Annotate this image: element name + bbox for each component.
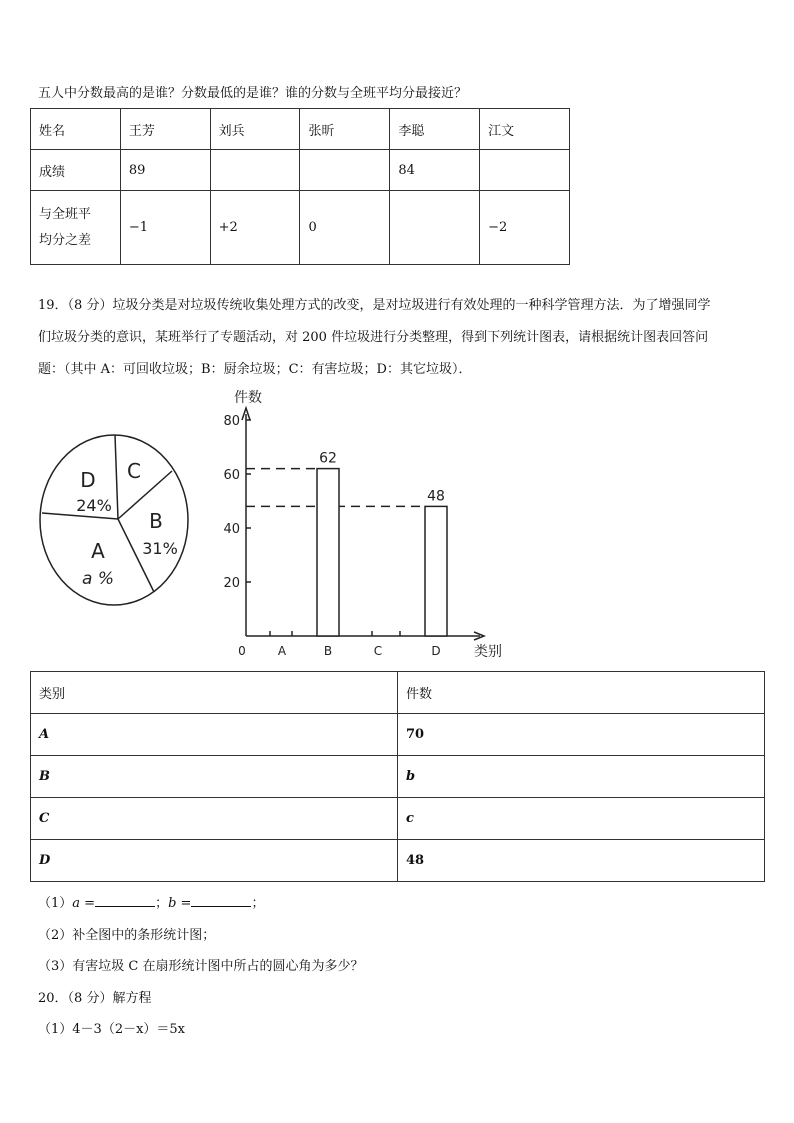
q20-title: 20．（8 分）解方程 [38,991,152,1006]
y-tick-label: 60 [223,468,240,483]
q19-line-3: 题：（其中 A：可回收垃圾；B：厨余垃圾；C：有害垃圾；D：其它垃圾）． [38,362,472,377]
cell-score-header: 成绩 [31,150,121,191]
sub-question-3: （3）有害垃圾 C 在扇形统计图中所占的圆心角为多少？ [38,959,364,974]
cell-diff: 0 [300,191,390,265]
q1-end: ； [251,896,265,911]
bar-chart [222,384,522,664]
q1-b-blank[interactable] [191,894,251,907]
cell-score [480,150,570,191]
category-label: A [277,644,287,658]
count-table [30,671,765,882]
cell-diff: −2 [480,191,570,265]
cell-score: 89 [120,150,210,191]
q1-a-blank[interactable] [95,894,155,907]
pie-label-b: B [149,509,163,533]
cell-score [210,150,300,191]
cell-name: 李聪 [390,109,480,150]
q1-sep: ； [155,896,169,911]
y-tick-label: 80 [223,414,240,429]
count-header-count: 件数 [398,672,765,714]
count-cell-value: b [398,756,765,798]
q1-b-label: b = [168,896,192,911]
pie-label-c: C [127,459,141,483]
sub-question-2: （2）补全图中的条形统计图； [38,928,216,943]
y-tick-label: 20 [223,576,240,591]
pie-value-a: a % [82,569,114,589]
q19-line-2: 们垃圾分类的意识，某班举行了专题活动，对 200 件垃圾进行分类整理，得到下列统计图表，请根据统计图表回答问 [38,330,709,345]
origin-label: 0 [238,644,246,658]
category-label: B [323,644,333,658]
bar-b [317,469,339,636]
q1-prefix: （1） [38,896,73,911]
cell-score [300,150,390,191]
pie-value-d: 24% [76,496,112,515]
count-cell-category: A [31,714,398,756]
cell-diff [390,191,480,265]
y-tick-label: 40 [223,522,240,537]
count-cell-value: 70 [398,714,765,756]
count-cell-category: B [31,756,398,798]
cell-diff: +2 [210,191,300,265]
bar-data-label: 48 [427,488,445,505]
pie-outline [40,435,188,605]
q20-equation-1: （1）4－3（2－x）＝5x [38,1022,186,1037]
category-label: D [431,644,441,658]
cell-name: 江文 [480,109,570,150]
pie-label-d: D [80,468,96,492]
category-label: C [373,644,383,658]
pie-value-b: 31% [142,539,178,558]
intro-question: 五人中分数最高的是谁？分数最低的是谁？谁的分数与全班平均分最接近？ [38,86,468,101]
pie-divider-cd [115,435,118,519]
y-axis-label: 件数 [234,390,262,406]
cell-diff: −1 [120,191,210,265]
pie-label-a: A [91,539,105,563]
pie-chart [36,416,196,608]
bar-d [425,506,447,636]
cell-name: 刘兵 [210,109,300,150]
count-cell-category: D [31,840,398,882]
count-cell-value: 48 [398,840,765,882]
cell-name: 张昕 [300,109,390,150]
count-cell-category: C [31,798,398,840]
cell-name-header: 姓名 [31,109,121,150]
q19-line-1: 19．（8 分）垃圾分类是对垃圾传统收集处理方式的改变，是对垃圾进行有效处理的一种科学管理方法．为了增强同学 [38,298,711,313]
cell-score: 84 [390,150,480,191]
cell-diff-header: 与全班平 均分之差 [31,191,121,265]
cell-name: 王芳 [120,109,210,150]
q1-a-label: a = [72,896,96,911]
sub-question-1 [38,892,264,911]
count-header-category: 类别 [31,672,398,714]
score-table [30,108,570,265]
bar-data-label: 62 [319,450,337,467]
x-axis-label: 类别 [474,644,502,660]
count-cell-value: c [398,798,765,840]
